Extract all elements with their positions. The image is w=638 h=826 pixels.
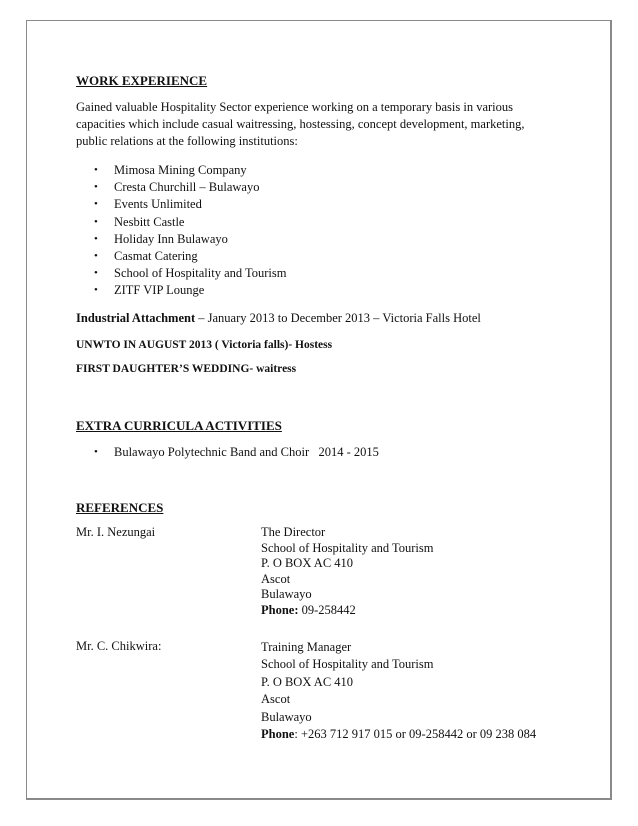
- bullet-icon: •: [94, 267, 98, 280]
- wedding-line: FIRST DAUGHTER’S WEDDING- waitress: [76, 363, 297, 375]
- institutions-list: [94, 162, 287, 300]
- reference-1-address: The Director School of Hospitality and Tourism P. O BOX AC 410 Ascot Bulawayo Phone: 09-258442: [261, 525, 434, 617]
- list-item: • Holiday Inn Bulawayo: [94, 231, 287, 248]
- work-experience-intro: Gained valuable Hospitality Sector experience working on a temporary basis in various capacities which include casual waitressing, hostessing, concept development, marketing, public relations at the following institutions:: [76, 100, 525, 148]
- list-item: • ZITF VIP Lounge: [94, 282, 287, 299]
- unwto-line: UNWTO IN AUGUST 2013 ( Victoria falls)- Hostess: [76, 339, 333, 351]
- bullet-icon: •: [94, 232, 98, 245]
- bullet-icon: •: [94, 249, 98, 262]
- bullet-icon: •: [94, 181, 98, 194]
- reference-2-name: Mr. C. Chikwira:: [76, 639, 162, 653]
- list-item: • Casmat Catering: [94, 248, 287, 265]
- reference-1-phone: Phone: 09-258442: [261, 602, 356, 617]
- work-experience-heading: WORK EXPERIENCE: [76, 73, 208, 88]
- list-item: • Events Unlimited: [94, 196, 287, 213]
- attachment-text: – January 2013 to December 2013 – Victoria Falls Hotel: [195, 311, 481, 325]
- reference-1-name: Mr. I. Nezungai: [76, 525, 156, 539]
- attachment-label: Industrial Attachment: [76, 311, 196, 325]
- bullet-icon: •: [94, 164, 98, 176]
- list-item: • Bulawayo Polytechnic Band and Choir 2014 - 2015: [94, 444, 379, 461]
- bullet-icon: •: [94, 198, 98, 211]
- list-item: • School of Hospitality and Tourism: [94, 265, 287, 282]
- bullet-icon: •: [94, 446, 98, 458]
- bullet-icon: •: [94, 215, 98, 228]
- industrial-attachment: [76, 311, 481, 326]
- bullet-icon: •: [94, 284, 98, 297]
- references-heading: REFERENCES: [76, 500, 164, 515]
- list-item: • Mimosa Mining Company: [94, 162, 287, 179]
- list-item: • Nesbitt Castle: [94, 214, 287, 231]
- list-item: • Cresta Churchill – Bulawayo: [94, 179, 287, 196]
- reference-2-address: Training Manager School of Hospitality and Tourism P. O BOX AC 410 Ascot Bulawayo Phone: +263 712 917 015 or 09-258442 or 09 238 084: [261, 639, 536, 743]
- extra-curricula-heading: EXTRA CURRICULA ACTIVITIES: [76, 418, 282, 433]
- reference-2-phone: Phone: +263 712 917 015 or 09-258442 or 09 238 084: [261, 727, 537, 742]
- extra-curricula-list: [94, 444, 379, 461]
